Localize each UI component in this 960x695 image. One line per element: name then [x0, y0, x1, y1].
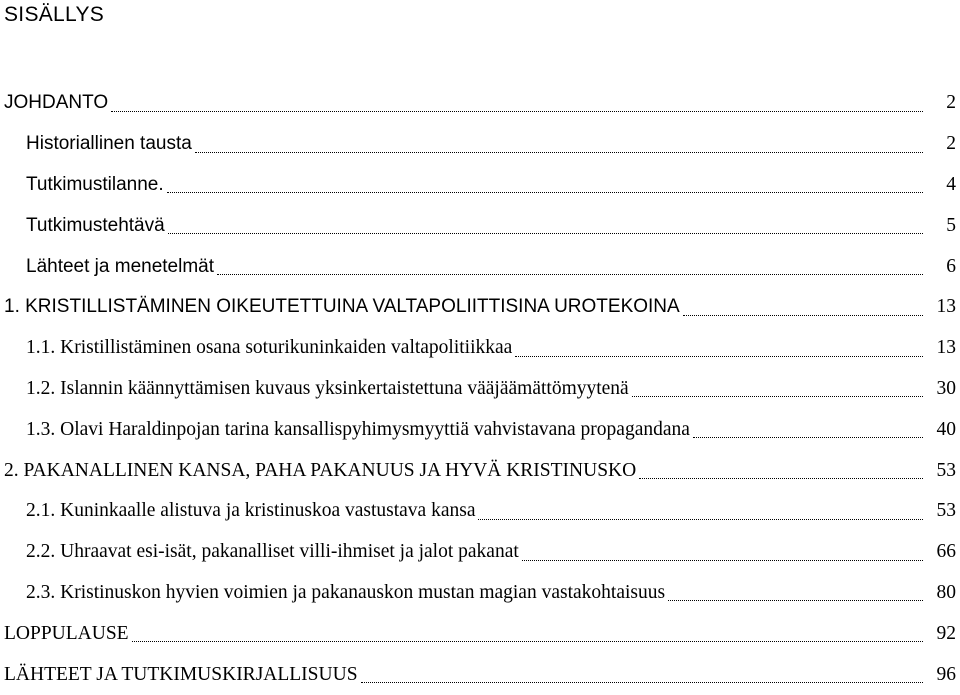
- toc-entry-page-number: 53: [936, 459, 956, 481]
- dot-leader: [632, 396, 923, 397]
- toc-entry-title: 1. KRISTILLISTÄMINEN OIKEUTETTUINA VALTAPOLIITTISINA UROTEKOINA: [4, 296, 680, 318]
- toc-entry-title: Lähteet ja menetelmät: [26, 255, 215, 277]
- toc-entry-title: Tutkimustilanne.: [26, 173, 164, 195]
- dot-leader: [168, 233, 923, 234]
- dot-leader: [668, 600, 923, 601]
- toc-entry-page-number: 5: [946, 214, 956, 236]
- toc-entry[interactable]: [0, 409, 960, 450]
- dot-leader: [111, 111, 923, 112]
- toc-entry-page-number: 96: [936, 663, 956, 685]
- toc-entry-page-number: 30: [936, 377, 956, 399]
- toc-entry-page-number: 92: [936, 622, 956, 644]
- toc-entry[interactable]: [0, 328, 960, 369]
- toc-entry-page-number: 4: [946, 173, 956, 195]
- toc-entry-title: Tutkimustehtävä: [26, 214, 165, 236]
- dot-leader: [639, 478, 923, 479]
- toc-entry-page-number: 80: [936, 581, 956, 603]
- toc-entry-page-number: 40: [936, 418, 956, 440]
- dot-leader: [693, 437, 923, 438]
- toc-entry[interactable]: [0, 165, 960, 206]
- toc-entry[interactable]: [0, 124, 960, 165]
- toc-entry-title: Historiallinen tausta: [26, 133, 192, 155]
- toc-entry-title: JOHDANTO: [4, 92, 109, 114]
- dot-leader: [132, 641, 923, 642]
- toc-entry-page-number: 6: [946, 255, 956, 277]
- toc-entry-title: LÄHTEET JA TUTKIMUSKIRJALLISUUS: [4, 663, 358, 685]
- toc-entry-page-number: 13: [936, 296, 956, 318]
- toc-entry[interactable]: [0, 369, 960, 410]
- dot-leader: [522, 560, 923, 561]
- toc-entry[interactable]: [0, 654, 960, 695]
- dot-leader: [217, 274, 923, 275]
- dot-leader: [683, 315, 923, 316]
- toc-entry-page-number: 66: [936, 541, 956, 563]
- toc-entry[interactable]: [0, 83, 960, 124]
- toc-entry-page-number: 2: [946, 133, 956, 155]
- toc-heading: SISÄLLYS: [4, 3, 105, 26]
- toc-entry-page-number: 2: [946, 92, 956, 114]
- toc-entry-title: 2.3. Kristinuskon hyvien voimien ja pakanauskon mustan magian vastakohtaisuus: [26, 581, 666, 603]
- dot-leader: [361, 682, 923, 683]
- toc-entry[interactable]: [0, 205, 960, 246]
- toc-entry-title: 1.2. Islannin käännyttämisen kuvaus yksinkertaistettuna vääjäämättömyytenä: [26, 377, 629, 399]
- toc-entry-page-number: 13: [936, 337, 956, 359]
- toc-entry-title: 1.1. Kristillistäminen osana soturikuninkaiden valtapolitiikkaa: [26, 337, 513, 359]
- toc-entry[interactable]: [0, 450, 960, 491]
- dot-leader: [167, 192, 923, 193]
- toc-entry-title: 2. PAKANALLINEN KANSA, PAHA PAKANUUS JA HYVÄ KRISTINUSKO: [4, 459, 637, 481]
- toc-entry-title: 2.2. Uhraavat esi-isät, pakanalliset villi-ihmiset ja jalot pakanat: [26, 541, 519, 563]
- toc-entry[interactable]: [0, 613, 960, 654]
- dot-leader: [195, 152, 923, 153]
- toc-entry[interactable]: [0, 532, 960, 573]
- toc-entry[interactable]: [0, 573, 960, 614]
- toc-entry[interactable]: [0, 246, 960, 287]
- toc-entry-title: LOPPULAUSE: [4, 622, 129, 644]
- dot-leader: [515, 356, 923, 357]
- dot-leader: [478, 519, 923, 520]
- table-of-contents: [0, 83, 960, 695]
- toc-entry[interactable]: [0, 287, 960, 328]
- toc-entry-title: 1.3. Olavi Haraldinpojan tarina kansallispyhimysmyyttiä vahvistavana propagandana: [26, 418, 690, 440]
- toc-entry-page-number: 53: [936, 500, 956, 522]
- toc-entry-title: 2.1. Kuninkaalle alistuva ja kristinuskoa vastustava kansa: [26, 500, 476, 522]
- toc-entry[interactable]: [0, 491, 960, 532]
